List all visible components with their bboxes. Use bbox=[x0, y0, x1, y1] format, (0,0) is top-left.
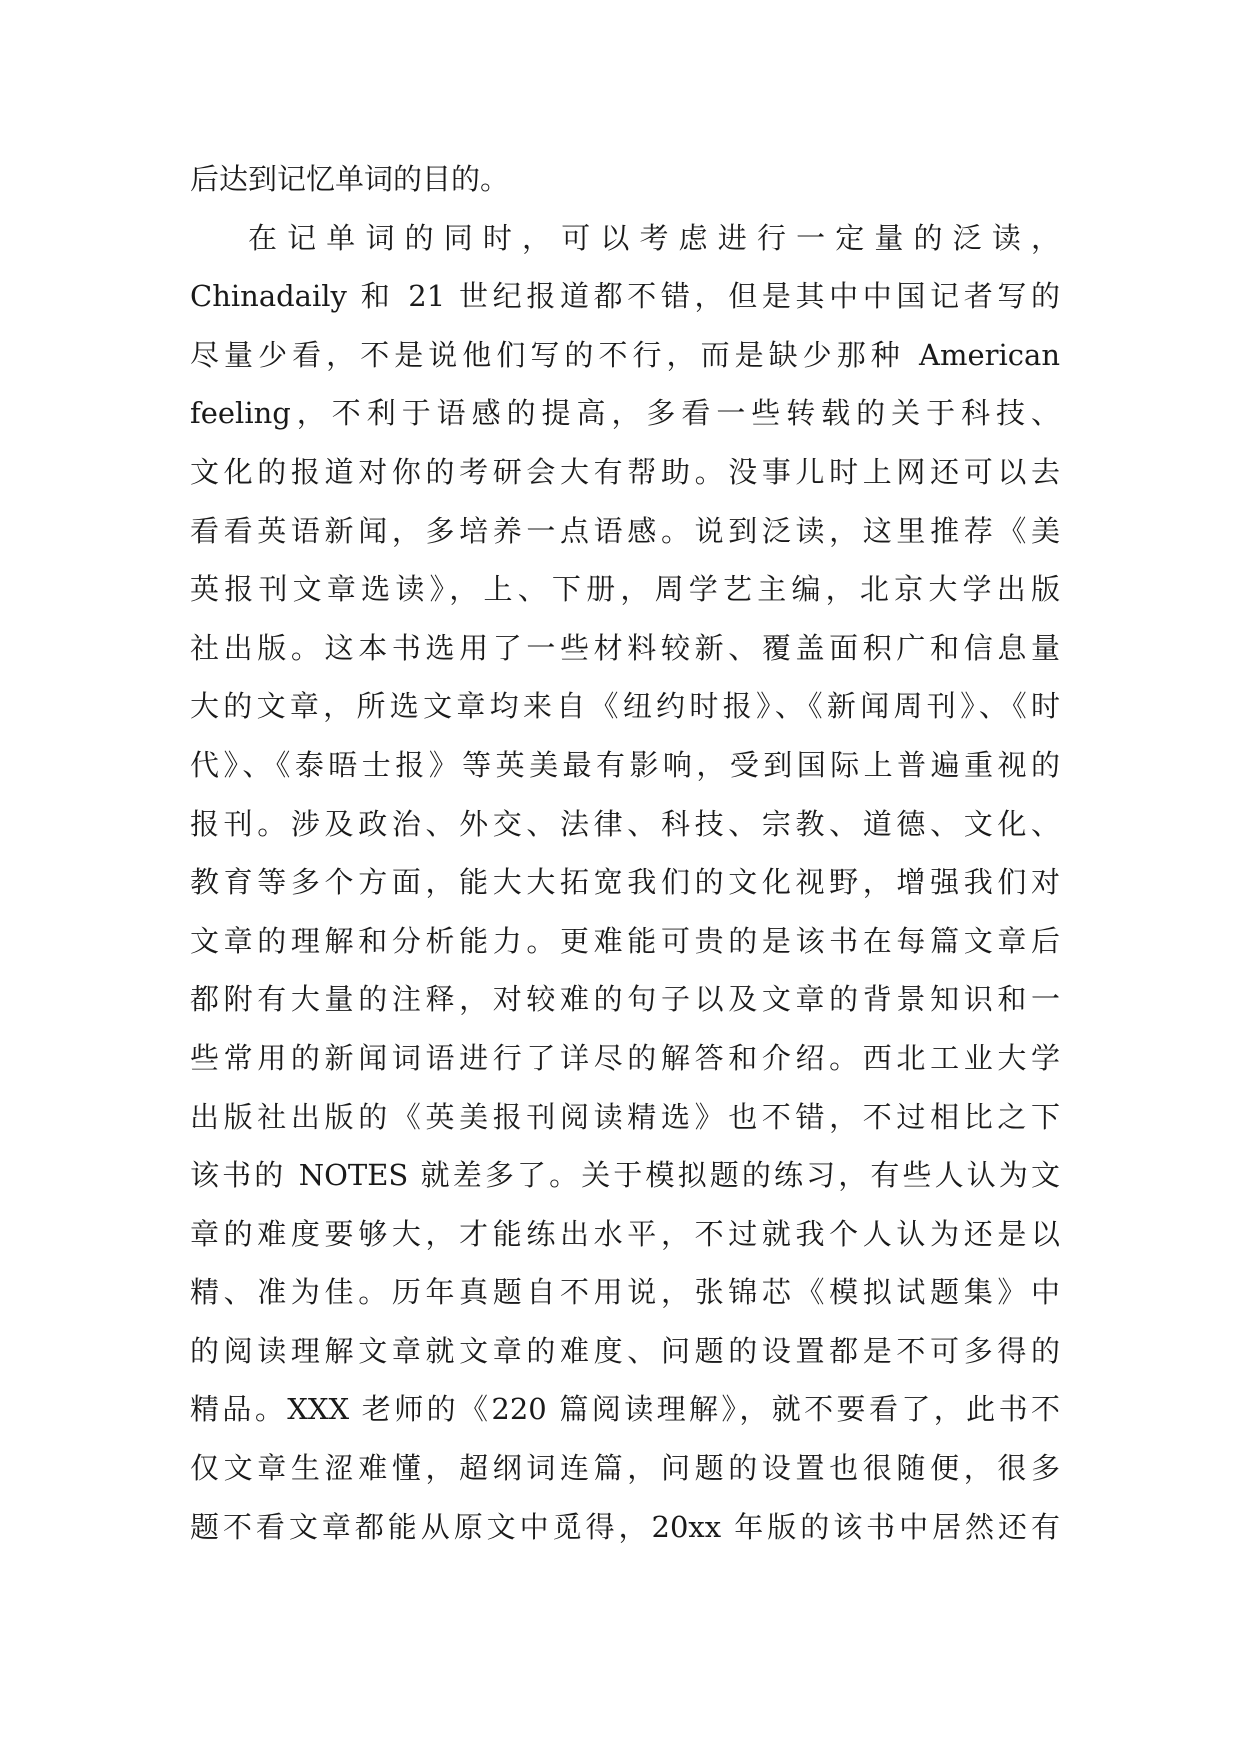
body-text bbox=[190, 150, 1060, 1556]
text-line: 报刊。涉及政治、外交、法律、科技、宗教、道德、文化、 bbox=[190, 806, 1060, 841]
text-line: 尽量少看，不是说他们写的不行，而是缺少那种 American bbox=[190, 337, 1060, 372]
text-line: 都附有大量的注释，对较难的句子以及文章的背景知识和一 bbox=[190, 982, 1060, 1017]
text-line: Chinadaily 和 21 世纪报道都不错，但是其中中国记者写的 bbox=[190, 279, 1060, 314]
text-line: 精品。XXX 老师的《220 篇阅读理解》，就不要看了，此书不 bbox=[190, 1392, 1060, 1427]
text-line: 文化的报道对你的考研会大有帮助。没事儿时上网还可以去 bbox=[190, 454, 1060, 489]
text-line: 仅文章生涩难懂，超纲词连篇，问题的设置也很随便，很多 bbox=[190, 1451, 1060, 1486]
text-line: 的阅读理解文章就文章的难度、问题的设置都是不可多得的 bbox=[190, 1333, 1060, 1368]
text-line: 教育等多个方面，能大大拓宽我们的文化视野，增强我们对 bbox=[190, 865, 1060, 900]
text-line: 后达到记忆单词的目的。 bbox=[190, 162, 510, 196]
text-line: 英报刊文章选读》，上、下册，周学艺主编，北京大学出版 bbox=[190, 572, 1060, 607]
text-line: 文章的理解和分析能力。更难能可贵的是该书在每篇文章后 bbox=[190, 923, 1060, 958]
text-line: 大的文章，所选文章均来自《纽约时报》、《新闻周刊》、《时 bbox=[190, 689, 1060, 724]
text-line: feeling，不利于语感的提高，多看一些转载的关于科技、 bbox=[190, 396, 1060, 431]
text-line: 精、准为佳。历年真题自不用说，张锦芯《模拟试题集》中 bbox=[190, 1275, 1060, 1310]
text-line: 代》、《泰晤士报》等英美最有影响，受到国际上普遍重视的 bbox=[190, 747, 1060, 782]
text-line: 章的难度要够大，才能练出水平，不过就我个人认为还是以 bbox=[190, 1216, 1060, 1251]
text-line: 该书的 NOTES 就差多了。关于模拟题的练习，有些人认为文 bbox=[190, 1158, 1060, 1193]
paragraph-first-line: 在记单词的同时，可以考虑进行一定量的泛读， bbox=[248, 220, 1060, 255]
text-line: 题不看文章都能从原文中觅得，20xx 年版的该书中居然还有 bbox=[190, 1509, 1060, 1544]
text-line: 社出版。这本书选用了一些材料较新、覆盖面积广和信息量 bbox=[190, 630, 1060, 665]
text-line: 出版社出版的《英美报刊阅读精选》也不错，不过相比之下 bbox=[190, 1099, 1060, 1134]
text-line: 看看英语新闻，多培养一点语感。说到泛读，这里推荐《美 bbox=[190, 513, 1060, 548]
text-line: 些常用的新闻词语进行了详尽的解答和介绍。西北工业大学 bbox=[190, 1040, 1060, 1075]
